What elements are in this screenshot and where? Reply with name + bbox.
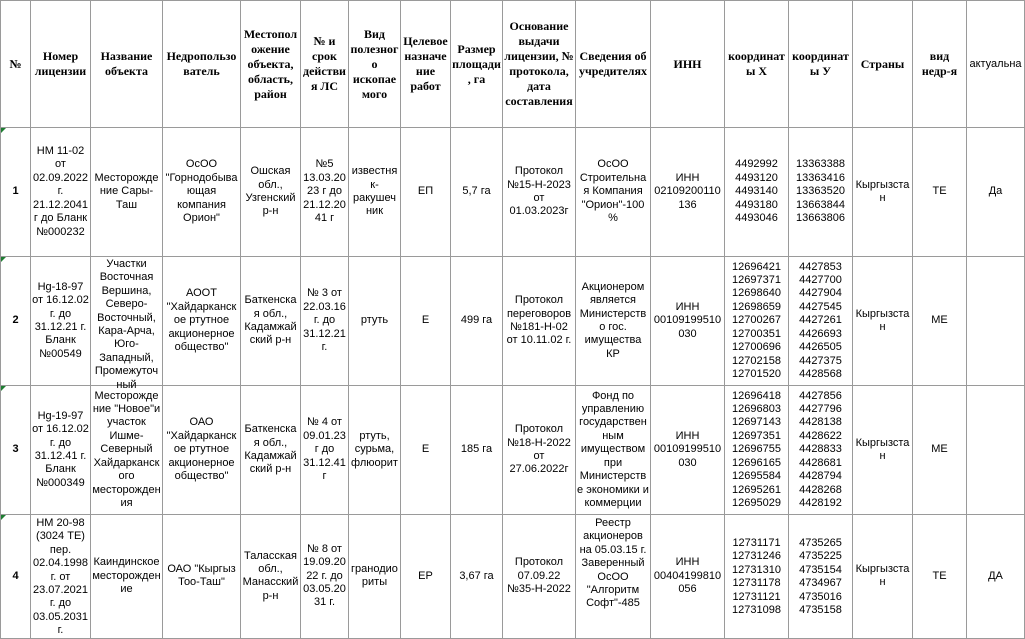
header-inn[interactable]: ИНН: [651, 1, 725, 128]
header-coord-y[interactable]: координаты У: [789, 1, 853, 128]
comment-indicator: [1, 386, 6, 391]
cell-mineral[interactable]: [349, 515, 401, 639]
cell-text: Протокол №15-Н-2023 от 01.03.2023г: [507, 165, 571, 218]
cell-validity[interactable]: [301, 128, 349, 257]
cell-validity[interactable]: [301, 386, 349, 515]
cell-country[interactable]: [853, 515, 913, 639]
cell-subsoil-type[interactable]: [913, 128, 967, 257]
cell-coord-x[interactable]: [725, 128, 789, 257]
cell-object-name[interactable]: [91, 128, 163, 257]
cell-inn[interactable]: [651, 386, 725, 515]
cell-text: ИНН 00109199510030: [653, 429, 722, 469]
coord-y-value: 4428681: [799, 456, 842, 469]
coord-x-value: 12696421: [732, 260, 781, 273]
coord-x-value: 12697351: [732, 429, 781, 442]
cell-num-text: 3: [12, 443, 19, 456]
coord-y-value: 4427375: [799, 354, 842, 367]
cell-text: ртуть, сурьма, флюорит: [351, 429, 398, 469]
cell-num-text: 4: [12, 569, 19, 582]
cell-subsoil-user[interactable]: [163, 515, 241, 639]
coord-y-value: 4427904: [799, 287, 842, 300]
cell-mineral[interactable]: [349, 257, 401, 386]
coord-x-value: 12696418: [732, 389, 781, 402]
cell-subsoil-type[interactable]: [913, 386, 967, 515]
coord-x-value: 12700267: [732, 314, 781, 327]
cell-object-name[interactable]: [91, 515, 163, 639]
header-actual[interactable]: актуальна: [967, 1, 1025, 128]
cell-text: Протокол переговоров №181-Н-02 от 10.11.02 г.: [506, 294, 572, 347]
header-subsoil-type[interactable]: вид недр-я: [913, 1, 967, 128]
header-num[interactable]: №: [1, 1, 31, 128]
cell-text: Акционером является Министерство гос. имущества КР: [579, 280, 647, 360]
coord-x-value: 12698659: [732, 300, 781, 313]
cell-text: известняк-ракушечник: [351, 165, 398, 218]
coord-x-value: 4493046: [735, 212, 778, 225]
cell-license-no[interactable]: [31, 515, 91, 639]
cell-inn[interactable]: [651, 128, 725, 257]
cell-purpose[interactable]: [401, 257, 451, 386]
coord-y-value: 13663844: [796, 198, 845, 211]
cell-text: ИНН 00109199510030: [653, 300, 722, 340]
cell-subsoil-user[interactable]: [163, 257, 241, 386]
header-purpose[interactable]: Целевое назначение работ: [401, 1, 451, 128]
cell-text: 5,7 га: [462, 185, 491, 198]
coord-y-value: 4735265: [799, 537, 842, 549]
cell-actual[interactable]: [967, 257, 1025, 386]
cell-text: Месторождение "Новое"и участок Ишме-Северный Хайдарканского месторождения: [92, 389, 161, 509]
cell-inn[interactable]: [651, 515, 725, 639]
coord-x-value: 12695584: [732, 470, 781, 483]
cell-country[interactable]: [853, 386, 913, 515]
cell-purpose[interactable]: [401, 515, 451, 639]
cell-text: Hg-19-97 от 16.12.02 г. до 31.12.41 г. Бланк №000349: [32, 409, 89, 489]
coord-x-value: 12695261: [732, 483, 781, 496]
table-row: [1, 515, 1025, 639]
coord-x-value: 12700351: [732, 327, 781, 340]
coord-y-value: 4427796: [799, 403, 842, 416]
coord-y-value: 4735225: [799, 550, 842, 563]
cell-text: ДА: [988, 569, 1003, 582]
cell-text: Участки Восточная Вершина, Северо-Восточный, Кара-Арча, Юго-Западный, Промежуточный: [94, 258, 159, 391]
header-license-no[interactable]: Номер лицензии: [31, 1, 91, 128]
coord-y-value: 4428622: [799, 429, 842, 442]
cell-text: ЕР: [418, 569, 433, 582]
header-basis[interactable]: Основание выдачи лицензии, № протокола, дата составления: [503, 1, 576, 128]
cell-text: Баткенская обл., Кадамжайский р-н: [244, 423, 297, 476]
cell-text: ОАО "Хайдарканское ртутное акционерное общество": [166, 416, 237, 483]
cell-validity[interactable]: [301, 257, 349, 386]
cell-text: Месторождение Сары-Таш: [94, 171, 159, 211]
cell-text: ртуть: [360, 314, 389, 327]
comment-indicator: [1, 128, 6, 133]
cell-text: Ошская обл., Узгенский р-н: [245, 165, 296, 218]
coord-x-value: 12696755: [732, 443, 781, 456]
cell-coord-y[interactable]: [789, 128, 853, 257]
coord-y-value: 13363416: [796, 171, 845, 184]
cell-founders[interactable]: [576, 515, 651, 639]
table-row: [1, 257, 1025, 386]
coord-y-value: 4428138: [799, 416, 842, 429]
cell-text: Реестр акционеров на 05.03.15 г. Заверенный ОсОО "Алгоритм Софт"-485: [579, 517, 647, 610]
cell-text: 499 га: [460, 314, 493, 327]
cell-num-text: 2: [12, 314, 19, 327]
coord-y-value: 4735154: [799, 563, 842, 576]
header-founders[interactable]: Сведения об учредителях: [576, 1, 651, 128]
coord-x-value: 12697371: [732, 274, 781, 287]
coord-y-value: 4427853: [799, 260, 842, 273]
cell-text: Протокол №18-Н-2022 от 27.06.2022г: [507, 423, 571, 476]
cell-text: АООТ "Хайдарканское ртутное акционерное общество": [166, 287, 237, 354]
coord-x-value: 12731121: [732, 590, 781, 603]
cell-subsoil-type[interactable]: [913, 257, 967, 386]
cell-text: № 4 от 09.01.23г до 31.12.41г: [303, 416, 346, 483]
cell-coord-y[interactable]: [789, 257, 853, 386]
cell-text: № 8 от 19.09.2022 г. до 03.05.2031 г.: [303, 542, 346, 609]
cell-basis[interactable]: [503, 257, 576, 386]
header-subsoil-user[interactable]: Недропользователь: [163, 1, 241, 128]
cell-location[interactable]: [241, 128, 301, 257]
header-row: [1, 1, 1025, 128]
header-area[interactable]: Размер площади, га: [451, 1, 503, 128]
cell-coord-y[interactable]: [789, 386, 853, 515]
cell-text: 3,67 га: [459, 569, 494, 582]
header-mineral[interactable]: Вид полезного ископаемого: [349, 1, 401, 128]
cell-text: гранодиориты: [351, 562, 398, 589]
cell-actual[interactable]: [967, 515, 1025, 639]
cell-license-no[interactable]: [31, 257, 91, 386]
cell-coord-x[interactable]: [725, 257, 789, 386]
cell-num[interactable]: [1, 128, 31, 257]
coord-y-value: 4428833: [799, 443, 842, 456]
cell-actual[interactable]: [967, 128, 1025, 257]
cell-coord-y[interactable]: [789, 515, 853, 639]
cell-text: Hg-18-97 от 16.12.02 г. до 31.12.21 г. Бланк №00549: [32, 280, 89, 360]
header-location[interactable]: Местоположение объекта, область, район: [241, 1, 301, 128]
cell-validity[interactable]: [301, 515, 349, 639]
coord-y-value: 4427545: [799, 300, 842, 313]
coord-x-value: 12701520: [732, 367, 781, 380]
cell-text: ОАО "Кыргыз Тоо-Таш": [167, 562, 236, 589]
cell-subsoil-user[interactable]: [163, 128, 241, 257]
coord-y-value: 13663806: [796, 212, 845, 225]
cell-country[interactable]: [853, 128, 913, 257]
coord-y-value: 4428794: [799, 470, 842, 483]
coord-y-value: 13363388: [796, 158, 845, 171]
cell-text: Е: [421, 314, 430, 327]
cell-area[interactable]: [451, 128, 503, 257]
cell-text: НМ 20-98 (3024 ТЕ) пер. 02.04.1998 г. от 23.07.2021 г. до 03.05.2031 г.: [32, 517, 89, 637]
cell-location[interactable]: [241, 386, 301, 515]
cell-text: Кыргызстан: [855, 562, 910, 589]
cell-country[interactable]: [853, 257, 913, 386]
cell-num[interactable]: [1, 515, 31, 639]
coord-y-value: 4426505: [799, 341, 842, 354]
cell-text: Е: [421, 443, 430, 456]
cell-text: Да: [988, 185, 1003, 198]
cell-purpose[interactable]: [401, 386, 451, 515]
cell-text: Таласская обл., Манасский р-н: [242, 549, 299, 602]
cell-founders[interactable]: [576, 257, 651, 386]
cell-object-name[interactable]: [91, 257, 163, 391]
cell-inn[interactable]: [651, 257, 725, 386]
cell-text: ОсОО Строительная Компания "Орион"-100%: [579, 158, 647, 225]
coord-x-value: 12731171: [732, 537, 781, 549]
coord-y-value: 4735016: [799, 590, 842, 603]
cell-text: Протокол 07.09.22 №35-Н-2022: [507, 556, 571, 596]
table-row: [1, 128, 1025, 257]
cell-coord-x[interactable]: [725, 386, 789, 515]
coord-y-value: 4428268: [799, 483, 842, 496]
coord-y-value: 4734967: [799, 577, 842, 590]
cell-area[interactable]: [451, 386, 503, 515]
coord-x-value: 12697143: [732, 416, 781, 429]
coord-x-value: 12698640: [732, 287, 781, 300]
header-object-name[interactable]: Название объекта: [91, 1, 163, 128]
comment-indicator: [1, 515, 6, 520]
cell-text: ИНН 00404199810056: [653, 556, 722, 596]
coord-x-value: 4492992: [735, 158, 778, 171]
coord-x-value: 12702158: [732, 354, 781, 367]
cell-num[interactable]: [1, 386, 31, 515]
cell-text: ТЕ: [932, 569, 947, 582]
cell-text: №5 13.03.2023 г до 21.12.2041 г: [303, 158, 346, 225]
cell-basis[interactable]: [503, 386, 576, 515]
coord-y-value: 4735158: [799, 604, 842, 617]
cell-text: Каиндинское месторождение: [92, 556, 161, 596]
header-coord-x[interactable]: координаты Х: [725, 1, 789, 128]
coord-x-value: 12695029: [732, 496, 781, 509]
coord-x-value: 4493140: [735, 185, 778, 198]
coord-x-value: 12731098: [732, 604, 781, 617]
cell-num-text: 1: [12, 185, 19, 198]
coord-x-value: 4493120: [735, 171, 778, 184]
coord-y-value: 4426693: [799, 327, 842, 340]
cell-subsoil-user[interactable]: [163, 386, 241, 515]
cell-area[interactable]: [451, 515, 503, 639]
coord-x-value: 12696803: [732, 403, 781, 416]
cell-text: ЕП: [417, 185, 434, 198]
coord-x-value: 12731246: [732, 550, 781, 563]
cell-text: № 3 от 22.03.16 г. до 31.12.21 г.: [303, 287, 346, 354]
coord-x-value: 4493180: [735, 198, 778, 211]
comment-indicator: [1, 257, 6, 262]
cell-text: МЕ: [931, 314, 948, 327]
cell-purpose[interactable]: [401, 128, 451, 257]
coord-x-value: 12731178: [732, 577, 781, 590]
cell-area[interactable]: [451, 257, 503, 386]
coord-x-value: 12696165: [732, 456, 781, 469]
coord-y-value: 13363520: [796, 185, 845, 198]
coord-y-value: 4427261: [799, 314, 842, 327]
cell-founders[interactable]: [576, 128, 651, 257]
cell-text: Кыргызстан: [855, 436, 910, 462]
cell-subsoil-type[interactable]: [913, 515, 967, 639]
cell-location[interactable]: [241, 515, 301, 639]
header-validity[interactable]: № и срок действия ЛС: [301, 1, 349, 128]
coord-y-value: 4427700: [799, 274, 842, 287]
cell-num[interactable]: [1, 257, 31, 386]
cell-mineral[interactable]: [349, 128, 401, 257]
cell-location[interactable]: [241, 257, 301, 386]
cell-text: Кыргызстан: [855, 178, 910, 204]
cell-coord-x[interactable]: [725, 515, 789, 639]
header-country[interactable]: Страны: [853, 1, 913, 128]
cell-founders[interactable]: [576, 386, 651, 515]
cell-text: НМ 11-02 от 02.09.2022 г. 21.12.2041 г до Бланк №000232: [32, 145, 89, 238]
cell-text: ТЕ: [932, 185, 947, 198]
cell-text: ИНН 02109200110136: [654, 171, 721, 211]
cell-basis[interactable]: [503, 128, 576, 257]
coord-y-value: 4428568: [799, 367, 842, 380]
cell-text: 185 га: [460, 443, 493, 456]
cell-text: ОсОО "Горнодобывающая компания Орион": [165, 158, 238, 225]
cell-basis[interactable]: [503, 515, 576, 639]
cell-license-no[interactable]: [31, 128, 91, 257]
cell-mineral[interactable]: [349, 386, 401, 515]
cell-object-name[interactable]: [91, 386, 163, 515]
cell-actual[interactable]: [967, 386, 1025, 515]
cell-text: Фонд по управлению государственным имуществом при Министерстве экономики и коммерции: [577, 389, 649, 509]
coord-x-value: 12700696: [732, 341, 781, 354]
cell-text: МЕ: [931, 443, 948, 456]
cell-license-no[interactable]: [31, 386, 91, 515]
table-row: [1, 386, 1025, 515]
coord-y-value: 4427856: [799, 389, 842, 402]
coord-y-value: 4428192: [799, 496, 842, 509]
coord-x-value: 12731310: [732, 563, 781, 576]
cell-text: Кыргызстан: [855, 307, 910, 333]
cell-text: Баткенская обл., Кадамжайский р-н: [244, 294, 297, 347]
